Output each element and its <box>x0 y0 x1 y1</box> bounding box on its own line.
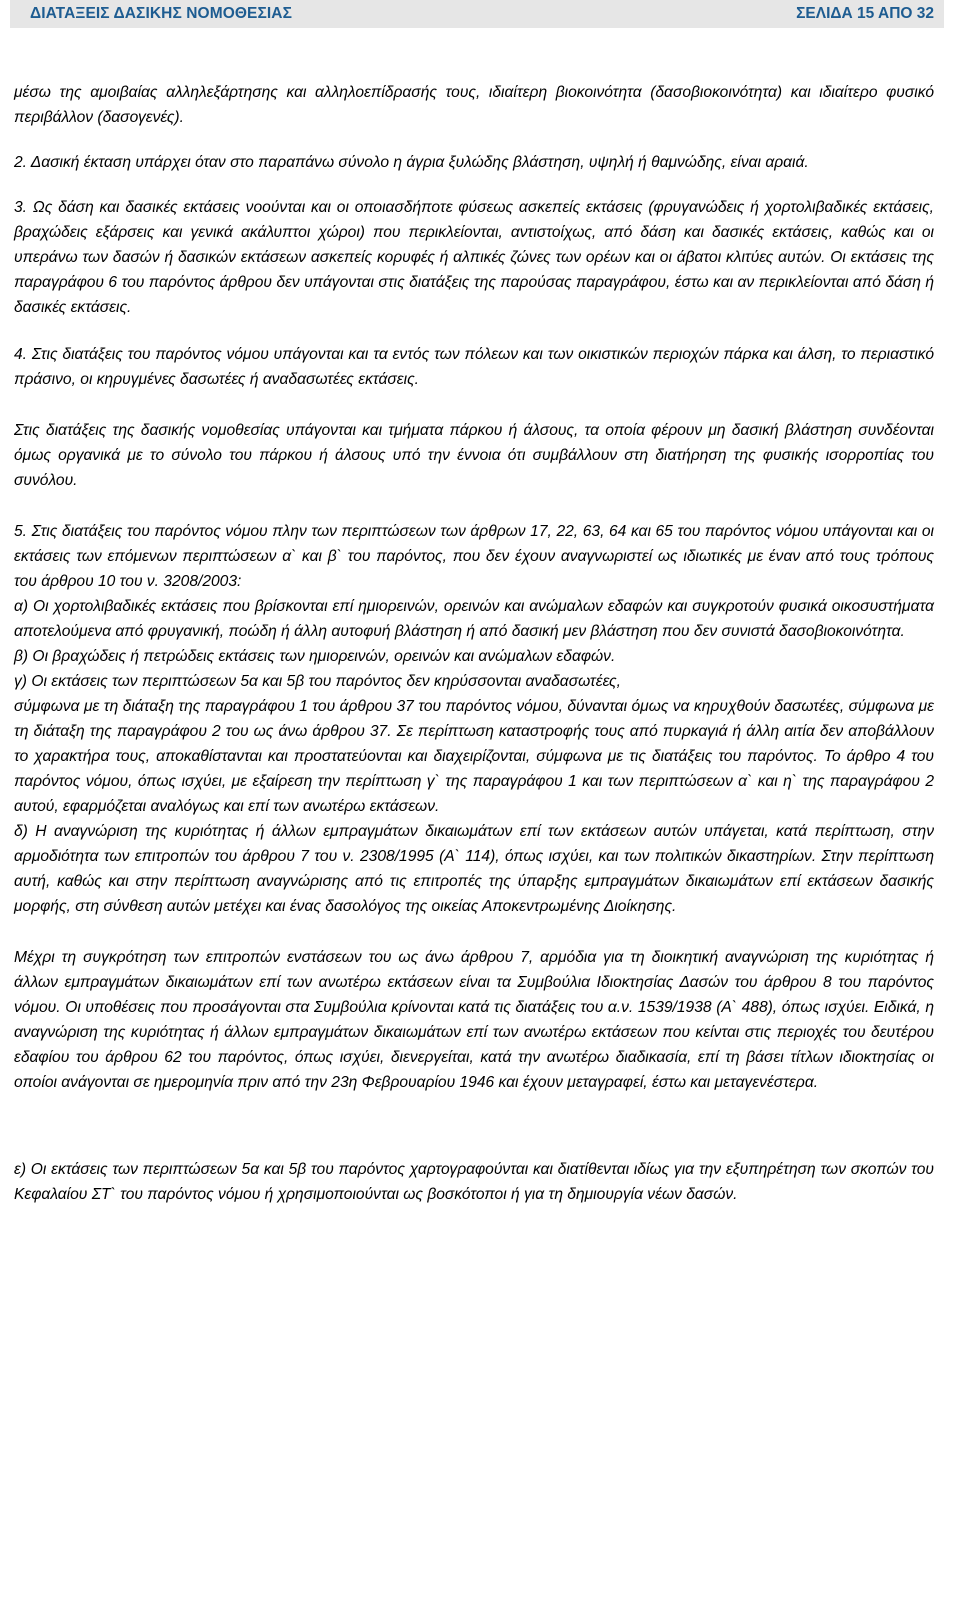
document-body <box>14 80 934 1207</box>
paragraph-5a: α) Οι χορτολιβαδικές εκτάσεις που βρίσκονται επί ημιορεινών, ορεινών και ανώμαλων εδαφών και συγκροτούν φυσικά οικοσυστήματα αποτελούμενα από φρυγανική, ποώδη ή άλλη αυτοφυή βλάστηση ή από δασική μεν βλάστηση που δεν συνιστά δασοβιοκοινότητα. <box>14 598 934 640</box>
document-title: ΔΙΑΤΑΞΕΙΣ ΔΑΣΙΚΗΣ ΝΟΜΟΘΕΣΙΑΣ <box>30 5 292 22</box>
spacer <box>14 919 934 945</box>
paragraph-5b: β) Οι βραχώδεις ή πετρώδεις εκτάσεις των ημιορεινών, ορεινών και ανώμαλων εδαφών. <box>14 648 616 665</box>
spacer <box>14 493 934 519</box>
paragraph-2: 2. Δασική έκταση υπάρχει όταν στο παραπάνω σύνολο η άγρια ξυλώδης βλάστηση, υψηλή ή θαμνώδης, είναι αραιά. <box>14 154 809 171</box>
page-number: ΣΕΛΙΔΑ 15 ΑΠΟ 32 <box>796 5 934 22</box>
paragraph-5e: ε) Οι εκτάσεις των περιπτώσεων 5α και 5β του παρόντος χαρτογραφούνται και διατίθενται ιδίως για την εξυπηρέτηση των σκοπών του Κεφαλαίου ΣΤ` του παρόντος νόμου ή χρησιμοποιούνται ως βοσκότοποι ή για τη δημιουργία νέων δασών. <box>14 1161 934 1203</box>
spacer <box>14 392 934 418</box>
paragraph-5c: γ) Οι εκτάσεις των περιπτώσεων 5α και 5β του παρόντος δεν κηρύσσονται αναδασωτέες, <box>14 673 621 690</box>
spacer <box>14 1095 934 1157</box>
spacer <box>14 175 934 195</box>
page-header <box>10 0 944 28</box>
paragraph-4-continued: Στις διατάξεις της δασικής νομοθεσίας υπάγονται και τμήματα πάρκου ή άλσους, τα οποία φέρουν μη δασική βλάστηση συνδέονται όμως οργανικά με το σύνολο του πάρκου ή άλσους υπό την έννοια ότι συμβάλλουν στη διατήρηση της φυσικής ισορροπίας του συνόλου. <box>14 422 934 489</box>
spacer <box>14 320 934 342</box>
paragraph-5d-continued: Μέχρι τη συγκρότηση των επιτροπών ενστάσεων του ως άνω άρθρου 7, αρμόδια για τη διοικητική αναγνώριση της κυριότητας ή άλλων εμπραγμάτων δικαιωμάτων επί των ανωτέρω εκτάσεων είναι τα Συμβούλια Ιδιοκτησίας Δασών του άρθρου 8 του παρόντος νόμου. Οι υποθέσεις που προσάγονται στα Συμβούλια κρίνονται κατά τις διατάξεις του α.ν. 1539/1938 (Α` 488), όπως ισχύει. Ειδικά, η αναγνώριση της κυριότητας ή άλλων εμπραγμάτων δικαιωμάτων επί των ανωτέρω εκτάσεων που κείνται στις περιοχές του δευτέρου εδαφίου του άρθρου 62 του παρόντος, όπως ισχύει, διενεργείται, κατά την ανωτέρω διαδικασία, επί τη βάσει τίτλων ιδιοκτησίας οι οποίοι ανάγονται σε ημερομηνία πριν από την 23η Φεβρουαρίου 1946 και έχουν μεταγραφεί, έστω και μεταγενέστερα. <box>14 949 934 1091</box>
paragraph-continuation: μέσω της αμοιβαίας αλληλεξάρτησης και αλληλοεπίδρασής τους, ιδιαίτερη βιοκοινότητα (δασοβιοκοινότητα) και ιδιαίτερο φυσικό περιβάλλον (δασογενές). <box>14 84 934 126</box>
paragraph-3: 3. Ως δάση και δασικές εκτάσεις νοούνται και οι οποιασδήποτε φύσεως ασκεπείς εκτάσεις (φρυγανώδεις ή χορτολιβαδικές εκτάσεις, βραχώδεις εξάρσεις και γενικά ακάλυπτοι χώροι) που περικλείονται, αντιστοίχως, από δάση και δασικές εκτάσεις, καθώς και οι υπεράνω των δασών ή δασικών εκτάσεων ασκεπείς κορυφές ή αλπικές ζώνες των ορέων και οι άβατοι κλιτύες αυτών. Οι εκτάσεις της παραγράφου 6 του παρόντος άρθρου δεν υπάγονται στις διατάξεις της παρούσας παραγράφου, έστω και αν περικλείονται από δάση ή δασικές εκτάσεις. <box>14 199 934 316</box>
spacer <box>14 130 934 150</box>
paragraph-5: 5. Στις διατάξεις του παρόντος νόμου πλην των περιπτώσεων των άρθρων 17, 22, 63, 64 και 65 του παρόντος νόμου υπάγονται και οι εκτάσεις των επόμενων περιπτώσεων α` και β` του παρόντος, που δεν έχουν αναγνωριστεί ως ιδιωτικές με έναν από τους τρόπους του άρθρου 10 του ν. 3208/2003: <box>14 523 934 590</box>
paragraph-4: 4. Στις διατάξεις του παρόντος νόμου υπάγονται και τα εντός των πόλεων και των οικιστικών περιοχών πάρκα και άλση, το περιαστικό πράσινο, οι κηρυγμένες δασωτέες ή αναδασωτέες εκτάσεις. <box>14 346 934 388</box>
paragraph-5c-continued: σύμφωνα με τη διάταξη της παραγράφου 1 του άρθρου 37 του παρόντος νόμου, δύνανται όμως να κηρυχθούν δασωτέες, σύμφωνα με τη διάταξη της παραγράφου 2 του ως άνω άρθρου 37. Σε περίπτωση καταστροφής τους από πυρκαγιά ή άλλη αιτία δεν αποβάλλουν το χαρακτήρα τους, αποκαθίστανται και προστατεύονται και διαχειρίζονται, σύμφωνα με τις διατάξεις του παρόντος. Το άρθρο 4 του παρόντος νόμου, όπως ισχύει, με εξαίρεση την περίπτωση γ` της παραγράφου 1 και των περιπτώσεων α` και η` της παραγράφου 2 αυτού, εφαρμόζεται αναλόγως και επί των ανωτέρω εκτάσεων. <box>14 698 934 815</box>
paragraph-5d: δ) Η αναγνώριση της κυριότητας ή άλλων εμπραγμάτων δικαιωμάτων επί των εκτάσεων αυτών υπάγεται, κατά περίπτωση, στην αρμοδιότητα των επιτροπών του άρθρου 7 του ν. 2308/1995 (Α` 114), όπως ισχύει, και των πολιτικών δικαστηρίων. Στην περίπτωση αυτή, καθώς και στην περίπτωση αναγνώρισης από τις επιτροπές της ύπαρξης εμπραγμάτων δικαιωμάτων επί εκτάσεων δασικής μορφής, στη σύνθεση αυτών μετέχει και ένας δασολόγος της οικείας Αποκεντρωμένης Διοίκησης. <box>14 823 934 915</box>
